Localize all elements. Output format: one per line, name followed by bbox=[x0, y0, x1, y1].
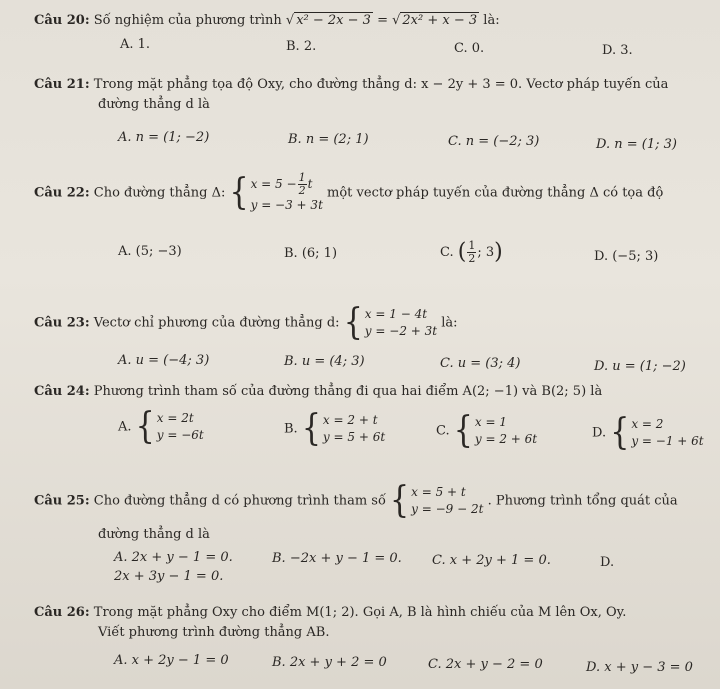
question-25-option-c: C. x + 2y + 1 = 0. bbox=[432, 553, 551, 568]
question-22-text-before: Cho đường thẳng Δ: bbox=[93, 185, 226, 201]
question-20-number: Câu 20: bbox=[34, 13, 90, 28]
question-20-text-after: là: bbox=[483, 13, 500, 28]
question-22-system: { x = 5 − $\frac{1}{2}$ t y = −3 + 3t bbox=[229, 171, 323, 214]
question-22-option-c-tail: ; 3 bbox=[477, 245, 495, 260]
question-21-line1: Trong mặt phẳng tọa độ Oxy, cho đường thẳng d: x − 2y + 3 = 0. Vectơ pháp tuyến của bbox=[93, 77, 669, 92]
question-20-option-b: B. 2. bbox=[286, 39, 317, 54]
question-20-text-before: Số nghiệm của phương trình bbox=[93, 13, 282, 28]
question-25-number: Câu 25: bbox=[34, 493, 90, 509]
question-25-eq2: y = −9 − 2t bbox=[411, 502, 484, 516]
question-26-number: Câu 26: bbox=[34, 605, 90, 620]
question-25-system: { x = 5 + t y = −9 − 2t bbox=[390, 479, 484, 522]
question-26-option-a: A. x + 2y − 1 = 0 bbox=[114, 653, 229, 668]
question-21-option-a: A. n = (1; −2) bbox=[118, 130, 210, 145]
question-24-option-b: B. { x = 2 + t y = 5 + 6t bbox=[284, 407, 386, 450]
question-20: Câu 20: Số nghiệm của phương trình √ x² − 2x − 3 = √ 2x² + x − 3 là: bbox=[34, 13, 500, 28]
question-24-option-d: D. { x = 2 y = −1 + 6t bbox=[592, 411, 704, 454]
question-26-option-b: B. 2x + y + 2 = 0 bbox=[272, 655, 387, 670]
question-23-text-after: là: bbox=[441, 315, 458, 331]
question-22-option-c-num: 1 bbox=[468, 239, 476, 252]
question-24-option-b-eq1: x = 2 + t bbox=[322, 413, 378, 427]
question-22 bbox=[34, 172, 663, 214]
question-21 bbox=[34, 76, 668, 94]
question-25-text-after: . Phương trình tổng quát của bbox=[487, 493, 678, 509]
question-20-sqrt-left: x² − 2x − 3 bbox=[296, 13, 371, 28]
question-22-eq1-right: t bbox=[307, 177, 313, 191]
question-23-option-c: C. u = (3; 4) bbox=[440, 356, 521, 371]
question-22-eq2: y = −3 + 3t bbox=[250, 198, 323, 212]
question-22-eq1-left: x = 5 − bbox=[250, 177, 297, 191]
question-25-eq1: x = 5 + t bbox=[411, 485, 466, 499]
question-24 bbox=[34, 383, 602, 401]
question-24-number: Câu 24: bbox=[34, 384, 90, 399]
question-20-option-d: D. 3. bbox=[602, 43, 633, 58]
question-22-eq1-den: 2 bbox=[298, 184, 306, 197]
question-26-option-d: D. x + y − 3 = 0 bbox=[586, 660, 693, 675]
question-23-system: { x = 1 − 4t y = −2 + 3t bbox=[343, 301, 438, 344]
question-24-option-a-eq1: x = 2t bbox=[156, 411, 194, 425]
question-26-line1: Trong mặt phẳng Oxy cho điểm M(1; 2). Gọi A, B là hình chiếu của M lên Ox, Oy. bbox=[93, 605, 627, 620]
question-26 bbox=[34, 604, 626, 622]
question-24-option-c-eq1: x = 1 bbox=[474, 415, 507, 429]
question-24-option-d-eq1: x = 2 bbox=[631, 417, 664, 431]
question-23-option-a: A. u = (−4; 3) bbox=[118, 353, 210, 368]
question-25-option-b: B. −2x + y − 1 = 0. bbox=[272, 551, 402, 566]
question-25-line2: đường thẳng d là bbox=[98, 527, 210, 542]
question-24-option-a-eq2: y = −6t bbox=[156, 428, 204, 442]
question-23-number: Câu 23: bbox=[34, 315, 90, 331]
question-21-line2: đường thẳng d là bbox=[98, 97, 210, 112]
question-23-eq2: y = −2 + 3t bbox=[364, 324, 438, 338]
question-26-line2: Viết phương trình đường thẳng AB. bbox=[98, 625, 330, 640]
question-24-text: Phương trình tham số của đường thẳng đi qua hai điểm A(2; −1) và B(2; 5) là bbox=[93, 384, 603, 399]
question-22-option-c-label: C. bbox=[440, 245, 454, 260]
question-26-option-c: C. 2x + y − 2 = 0 bbox=[428, 657, 543, 672]
question-22-option-a: A. (5; −3) bbox=[118, 244, 182, 259]
question-23-eq1: x = 1 − 4t bbox=[364, 307, 428, 321]
question-25 bbox=[34, 479, 678, 522]
question-22-option-b: B. (6; 1) bbox=[284, 246, 338, 261]
question-25-option-d: D. bbox=[600, 555, 615, 570]
question-24-option-c: C. { x = 1 y = 2 + 6t bbox=[436, 409, 538, 452]
question-22-eq1-num: 1 bbox=[298, 171, 306, 184]
question-20-option-c: C. 0. bbox=[454, 41, 485, 56]
question-22-option-c: C. ( $\frac{1}{2}$ ; 3) bbox=[440, 239, 503, 265]
question-24-option-c-eq2: y = 2 + 6t bbox=[474, 432, 538, 446]
question-24-option-b-label: B. bbox=[284, 421, 298, 437]
question-22-number: Câu 22: bbox=[34, 185, 90, 201]
question-24-option-a-label: A. bbox=[118, 419, 132, 435]
question-21-number: Câu 21: bbox=[34, 77, 90, 92]
question-24-option-d-label: D. bbox=[592, 425, 607, 441]
question-23 bbox=[34, 301, 458, 344]
question-24-option-a: A. { x = 2t y = −6t bbox=[118, 405, 204, 448]
question-25-option-d-continued: 2x + 3y − 1 = 0. bbox=[114, 569, 224, 584]
question-24-option-b-eq2: y = 5 + 6t bbox=[322, 430, 386, 444]
question-21-option-b: B. n = (2; 1) bbox=[288, 132, 369, 147]
question-23-text-before: Vectơ chỉ phương của đường thẳng d: bbox=[93, 315, 340, 331]
question-23-option-b: B. u = (4; 3) bbox=[284, 354, 365, 369]
question-24-option-d-eq2: y = −1 + 6t bbox=[631, 434, 704, 448]
question-23-option-d: D. u = (1; −2) bbox=[594, 359, 686, 374]
question-20-equals: = bbox=[377, 13, 388, 28]
question-20-option-a: A. 1. bbox=[120, 37, 151, 52]
question-21-option-d: D. n = (1; 3) bbox=[596, 137, 677, 152]
question-20-sqrt-right: 2x² + x − 3 bbox=[402, 13, 478, 28]
question-25-option-a: A. 2x + y − 1 = 0. bbox=[114, 550, 233, 565]
question-22-text-after: một vectơ pháp tuyến của đường thẳng Δ có tọa độ bbox=[327, 185, 664, 201]
question-22-option-d: D. (−5; 3) bbox=[594, 249, 659, 264]
question-21-option-c: C. n = (−2; 3) bbox=[448, 134, 540, 149]
question-25-text-before: Cho đường thẳng d có phương trình tham số bbox=[93, 493, 386, 509]
question-24-option-c-label: C. bbox=[436, 423, 450, 439]
question-22-option-c-den: 2 bbox=[468, 252, 476, 265]
